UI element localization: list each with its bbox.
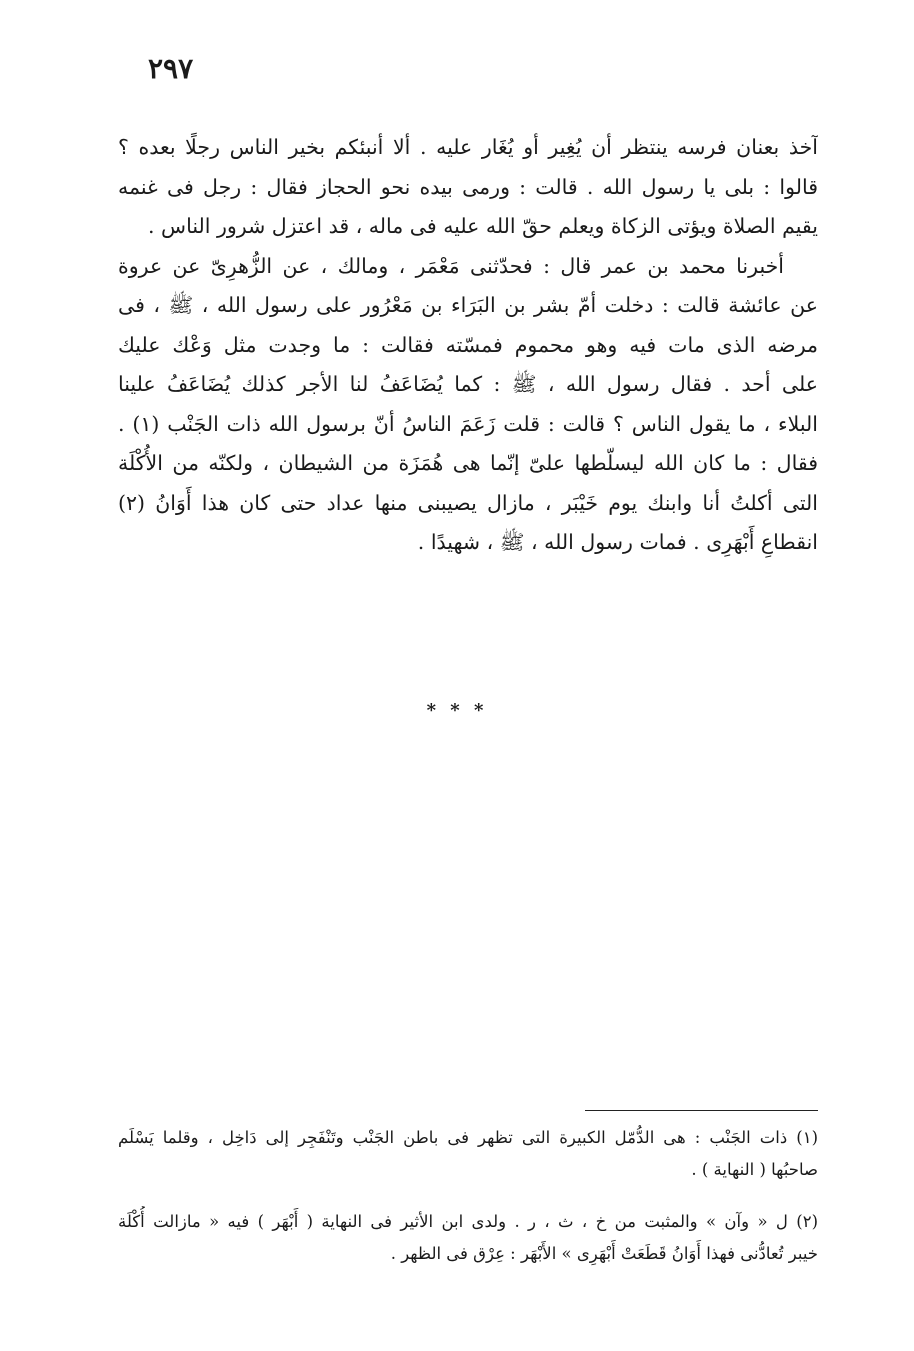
footnote-rule: [585, 1110, 818, 1111]
body-line: البلاء ، ما يقول الناس ؟ قالت : قلت زَعَمَ الناسُ أنّ برسول الله ذات الجَنْب (١) .: [118, 411, 818, 436]
body-line: مرضه الذى مات فيه وهو محموم فمسّته فقالت : ما وجدت مثل وَعْك عليك: [118, 332, 818, 357]
body-line: قالوا : بلى يا رسول الله . قالت : ورمى بيده نحو الحجاز فقال : رجل فى غنمه: [118, 174, 818, 199]
body-line: على أحد . فقال رسول الله ، ﷺ : كما يُضَاعَفُ لنا الأجر كذلك يُضَاعَفُ علينا: [118, 372, 818, 396]
footnotes: [118, 1122, 818, 1270]
footnote-line: خيبر تُعادُّنى فهذا أَوَانُ قَطَعَتْ أَبْهَرِى » الأَبْهَر : عِرْق فى الظهر .: [390, 1244, 818, 1263]
body-line: التى أكلتُ أنا وابنك يوم خَيْبَر ، مازال يصيبنى منها عداد حتى كان هذا أَوَانُ (٢): [118, 490, 818, 515]
body-line: عن عائشة قالت : دخلت أمّ بشر بن البَرَاء بن مَعْرُور على رسول الله ، ﷺ ، فى: [118, 293, 818, 317]
body-line: أخبرنا محمد بن عمر قال : فحدّثنى مَعْمَر ، ومالك ، عن الزُّهرِىّ عن عروة: [118, 253, 784, 278]
body-line: آخذ بعنان فرسه ينتظر أن يُغِير أو يُغَار عليه . ألا أنبئكم بخير الناس رجلًا بعده ؟: [118, 135, 818, 159]
footnote-line: (٢) ل « وآن » والمثبت من خ ، ث ، ر . ولدى ابن الأثير فى النهاية ( أَبْهَر ) فيه « مازالت أُكْلَة: [118, 1212, 818, 1231]
body-line: انقطاعِ أَبْهَرِى . فمات رسول الله ، ﷺ ، شهيدًا .: [417, 530, 818, 554]
body-line: فقال : ما كان الله ليسلّطها علىّ إنّما هى هُمَزَة من الشيطان ، ولكنّه من الأُكْلَة: [118, 451, 818, 475]
body-text: [118, 128, 818, 563]
body-line: يقيم الصلاة ويؤتى الزكاة ويعلم حقّ الله عليه فى ماله ، قد اعتزل شرور الناس .: [148, 214, 818, 238]
section-separator: * * *: [426, 700, 488, 721]
page-number: ٢٩٧: [148, 52, 194, 85]
footnote-line: صاحبُها ( النهاية ) .: [691, 1160, 818, 1179]
footnote-line: (١) ذات الجَنْب : هى الدُّمّل الكبيرة التى تظهر فى باطن الجَنْب وتَنْفَجِر إلى دَاخِل ، وقلما يَسْلَم: [118, 1128, 818, 1147]
